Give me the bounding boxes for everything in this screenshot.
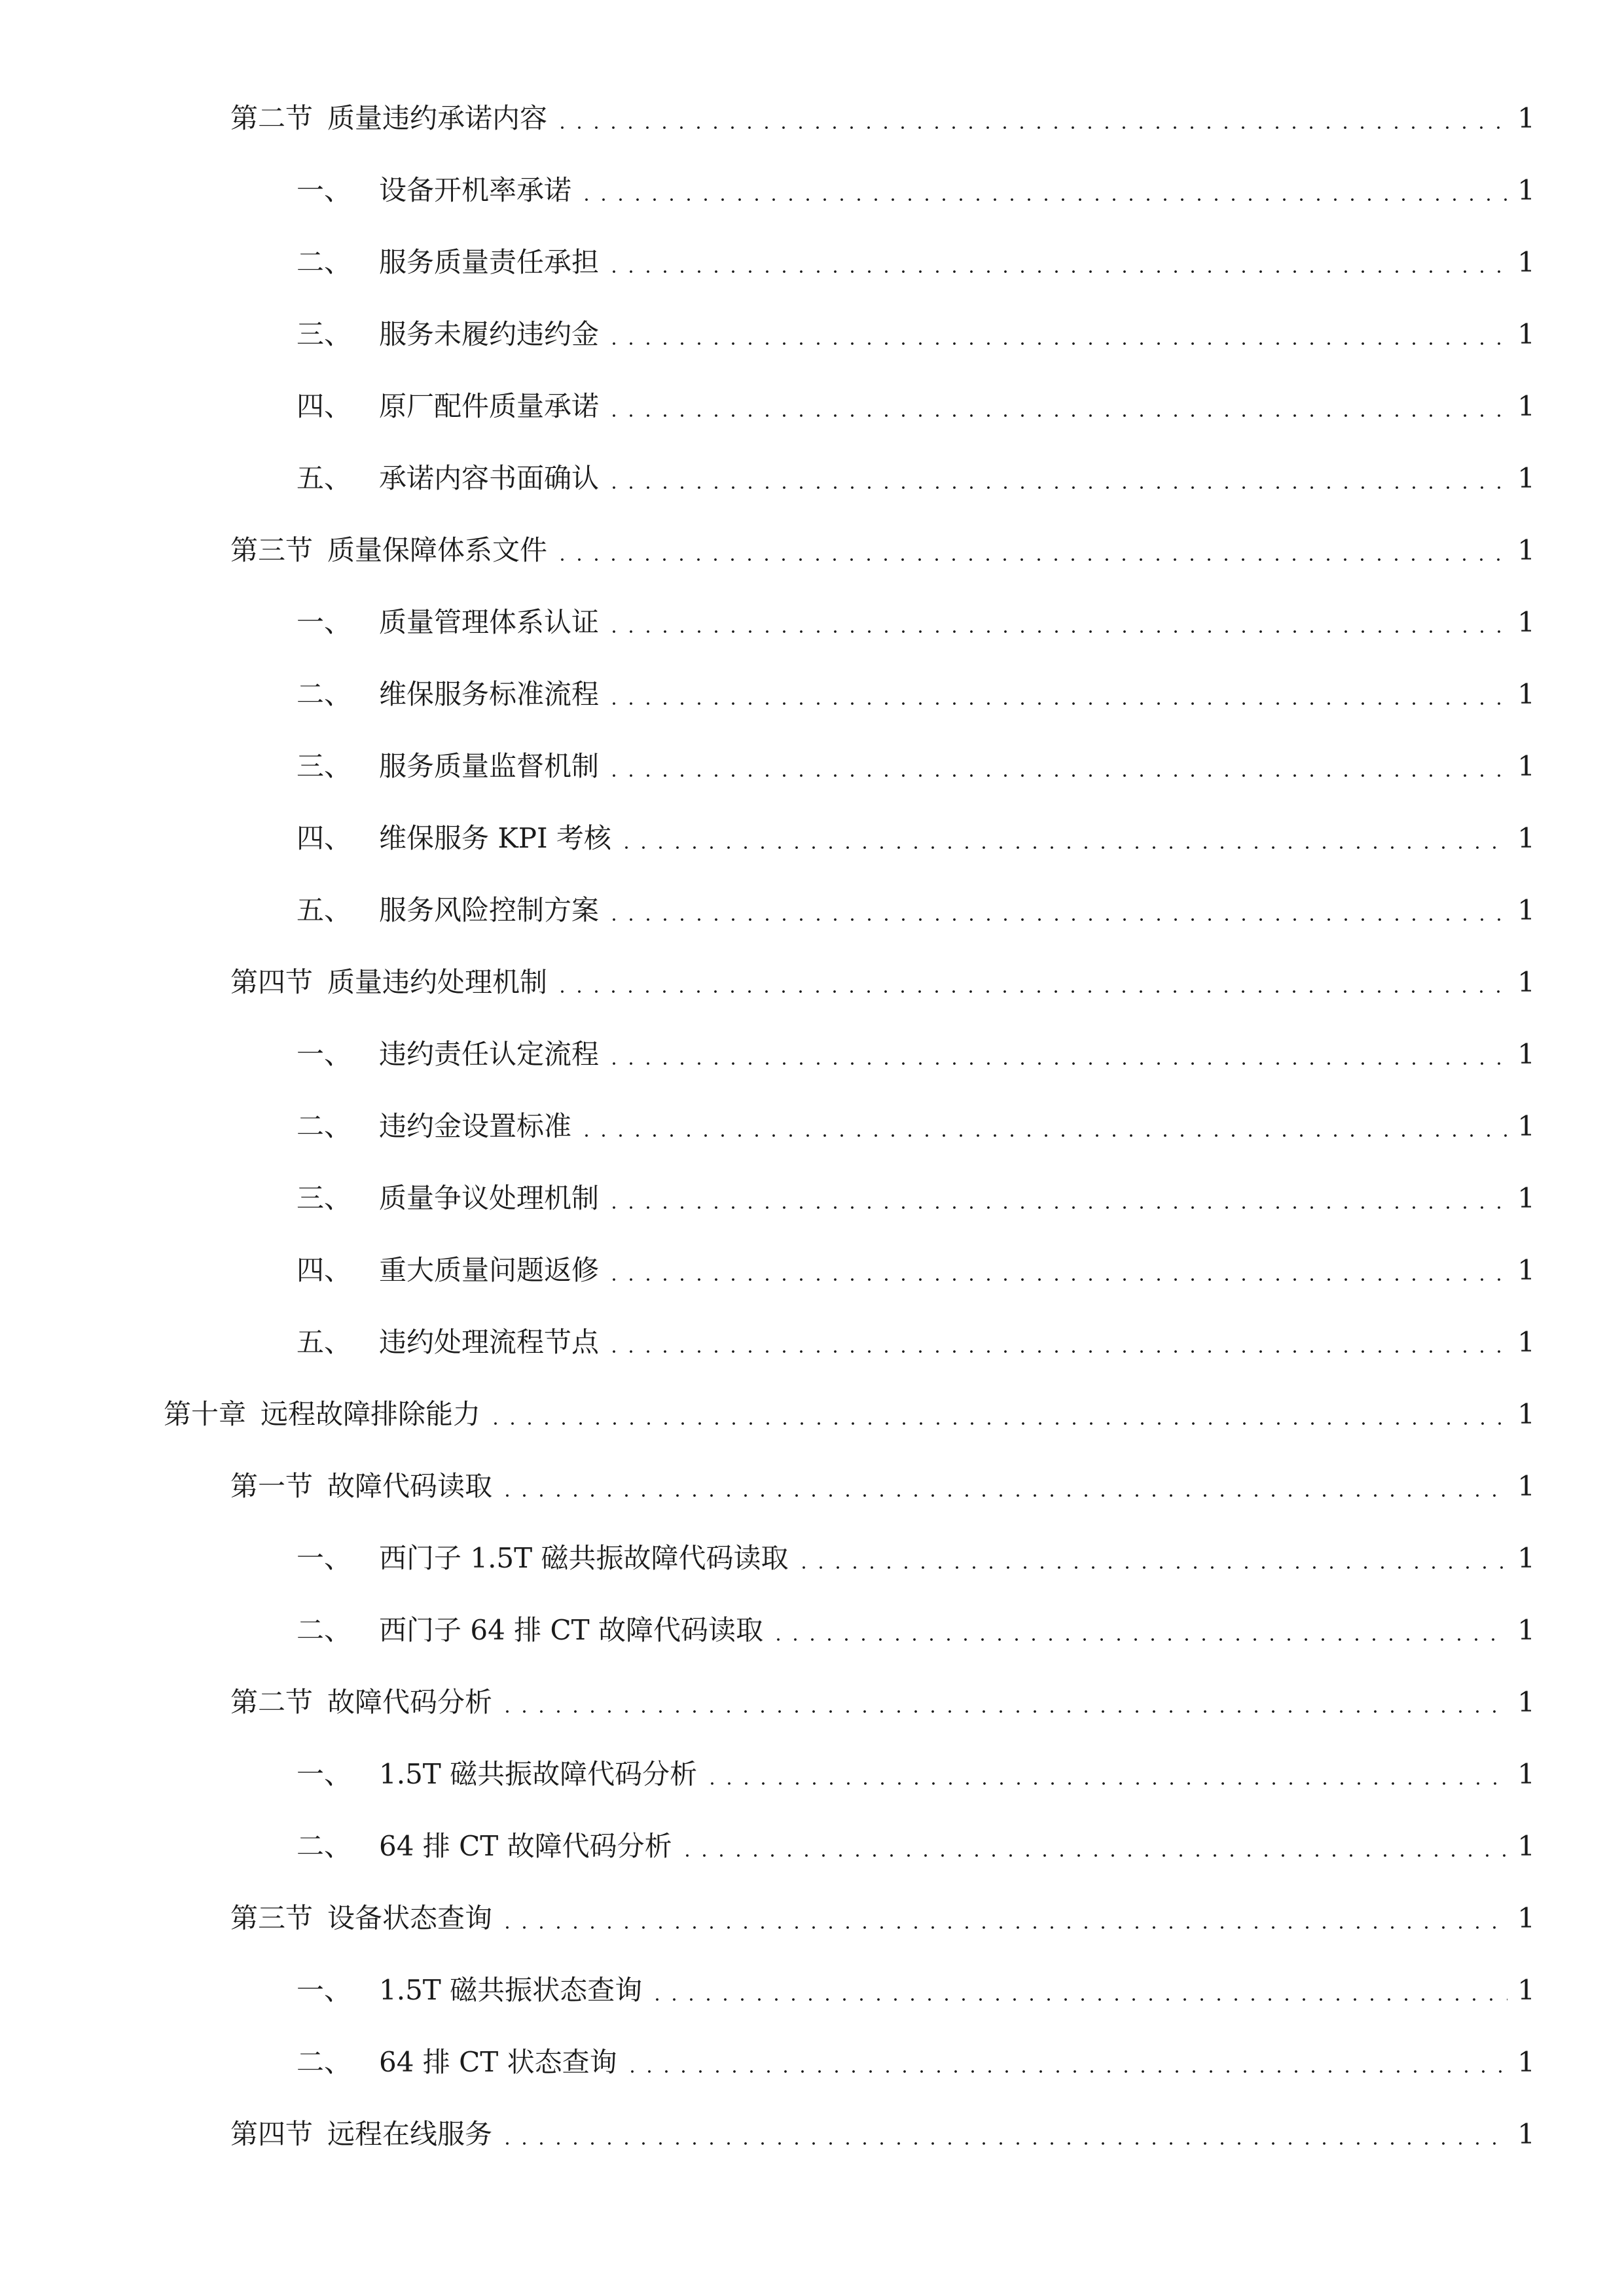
toc-page-number: 1 (1517, 1902, 1535, 1934)
toc-entry-number: 二、 (297, 1614, 352, 1646)
toc-entry-heading (164, 1398, 481, 1430)
toc-page-number: 1 (1517, 1830, 1535, 1862)
toc-dot-leader (679, 1833, 1507, 1860)
toc-dot-leader (554, 969, 1507, 996)
toc-entry-number: 二、 (297, 1830, 352, 1862)
toc-entry-title: 违约责任认定流程 (379, 1038, 600, 1070)
toc-entry-heading (297, 1830, 672, 1862)
toc-section-entry[interactable] (0, 82, 1624, 154)
toc-entry-heading (297, 750, 600, 782)
toc-entry-heading (297, 1182, 600, 1214)
toc-page-number: 1 (1517, 822, 1535, 854)
toc-dot-leader (624, 2049, 1507, 2076)
toc-entry-number: 四、 (297, 1254, 352, 1286)
toc-entry-title: 维保服务标准流程 (379, 678, 600, 710)
toc-entry-number: 五、 (297, 1326, 352, 1358)
toc-section-entry[interactable] (0, 1666, 1624, 1738)
toc-entry-title: 违约处理流程节点 (379, 1326, 600, 1358)
toc-entry-number: 四、 (297, 390, 352, 422)
toc-dot-leader (578, 1113, 1507, 1140)
toc-dot-leader (605, 609, 1507, 636)
toc-section-entry[interactable] (0, 946, 1624, 1018)
toc-entry-title: 远程故障排除能力 (261, 1398, 481, 1430)
toc-entry-number: 第四节 (230, 966, 314, 998)
toc-entry-heading (297, 1254, 600, 1286)
toc-entry-number: 第二节 (230, 1686, 314, 1718)
toc-entry-heading (297, 1974, 643, 2006)
toc-dot-leader (499, 1473, 1507, 1500)
toc-entry-number: 二、 (297, 1110, 352, 1142)
toc-page-number: 1 (1517, 1398, 1535, 1430)
toc-page-number: 1 (1517, 1974, 1535, 2006)
toc-dot-leader (605, 249, 1507, 276)
toc-page-number: 1 (1517, 1758, 1535, 1790)
toc-entry-heading (230, 966, 548, 998)
toc-entry-number: 三、 (297, 1182, 352, 1214)
toc-section-entry[interactable] (0, 1450, 1624, 1522)
toc-dot-leader (499, 2121, 1507, 2148)
toc-entry-title: 原厂配件质量承诺 (379, 390, 600, 422)
toc-entry-title: 西门子 64 排 CT 故障代码读取 (379, 1614, 763, 1646)
toc-page-number: 1 (1517, 462, 1535, 494)
toc-page-number: 1 (1517, 318, 1535, 350)
toc-entry-heading (297, 1614, 763, 1646)
toc-entry-title: 质量违约承诺内容 (327, 102, 548, 134)
toc-subsection-entry[interactable] (0, 802, 1624, 874)
toc-entry-number: 五、 (297, 462, 352, 494)
toc-entry-number: 第二节 (230, 102, 314, 134)
toc-entry-heading (230, 1902, 493, 1934)
toc-entry-number: 一、 (297, 1542, 352, 1574)
toc-dot-leader (618, 825, 1507, 852)
toc-dot-leader (554, 105, 1507, 132)
toc-subsection-entry[interactable] (0, 1234, 1624, 1306)
toc-entry-title: 服务质量责任承担 (379, 246, 600, 278)
toc-entry-title: 质量违约处理机制 (327, 966, 548, 998)
toc-page-number: 1 (1517, 1038, 1535, 1070)
toc-entry-number: 一、 (297, 606, 352, 638)
toc-entry-number: 一、 (297, 1974, 352, 2006)
toc-subsection-entry[interactable] (0, 1954, 1624, 2026)
toc-page-number: 1 (1517, 1326, 1535, 1358)
toc-entry-number: 第三节 (230, 1902, 314, 1934)
toc-entry-heading (297, 2046, 617, 2078)
toc-entry-heading (297, 606, 600, 638)
toc-entry-number: 第四节 (230, 2118, 314, 2150)
toc-dot-leader (605, 897, 1507, 924)
toc-subsection-entry[interactable] (0, 586, 1624, 658)
toc-entry-heading (297, 894, 600, 926)
toc-entry-title: 远程在线服务 (327, 2118, 493, 2150)
toc-section-entry[interactable] (0, 1882, 1624, 1954)
toc-entry-title: 服务风险控制方案 (379, 894, 600, 926)
toc-entry-title: 违约金设置标准 (379, 1110, 572, 1142)
toc-page-number: 1 (1517, 894, 1535, 926)
toc-dot-leader (499, 1905, 1507, 1932)
toc-subsection-entry[interactable] (0, 154, 1624, 226)
toc-entry-number: 五、 (297, 894, 352, 926)
toc-entry-title: 64 排 CT 故障代码分析 (379, 1830, 672, 1862)
toc-entry-heading (297, 1326, 600, 1358)
toc-dot-leader (605, 753, 1507, 780)
toc-dot-leader (770, 1617, 1507, 1644)
toc-page-number: 1 (1517, 2118, 1535, 2150)
toc-dot-leader (605, 465, 1507, 492)
toc-entry-heading (297, 318, 600, 350)
toc-entry-number: 三、 (297, 318, 352, 350)
toc-subsection-entry[interactable] (0, 874, 1624, 946)
toc-dot-leader (795, 1545, 1507, 1572)
toc-entry-title: 设备状态查询 (327, 1902, 493, 1934)
toc-subsection-entry[interactable] (0, 1522, 1624, 1594)
toc-entry-title: 服务质量监督机制 (379, 750, 600, 782)
toc-entry-number: 四、 (297, 822, 352, 854)
toc-subsection-entry[interactable] (0, 658, 1624, 730)
toc-entry-heading (297, 246, 600, 278)
toc-page-number: 1 (1517, 1110, 1535, 1142)
toc-entry-number: 第三节 (230, 534, 314, 566)
toc-page-number: 1 (1517, 678, 1535, 710)
toc-page-number: 1 (1517, 1470, 1535, 1502)
toc-entry-heading (297, 174, 572, 206)
toc-entry-number: 三、 (297, 750, 352, 782)
toc-subsection-entry[interactable] (0, 370, 1624, 442)
toc-dot-leader (605, 1257, 1507, 1284)
toc-dot-leader (605, 1041, 1507, 1068)
toc-dot-leader (554, 537, 1507, 564)
toc-page-number: 1 (1517, 1254, 1535, 1286)
toc-entry-title: 故障代码读取 (327, 1470, 493, 1502)
toc-entry-heading (297, 1038, 600, 1070)
toc-dot-leader (605, 393, 1507, 420)
toc-subsection-entry[interactable] (0, 442, 1624, 514)
toc-entry-title: 64 排 CT 状态查询 (379, 2046, 617, 2078)
table-of-contents (0, 82, 1624, 2170)
toc-entry-number: 第十章 (164, 1398, 247, 1430)
toc-page-number: 1 (1517, 246, 1535, 278)
toc-subsection-entry[interactable] (0, 1594, 1624, 1666)
toc-entry-title: 承诺内容书面确认 (379, 462, 600, 494)
toc-dot-leader (605, 1329, 1507, 1356)
toc-entry-title: 设备开机率承诺 (379, 174, 572, 206)
toc-dot-leader (487, 1401, 1507, 1428)
toc-entry-number: 二、 (297, 2046, 352, 2078)
toc-entry-heading (297, 1758, 698, 1790)
toc-entry-title: 1.5T 磁共振故障代码分析 (379, 1758, 698, 1790)
toc-page-number: 1 (1517, 102, 1535, 134)
toc-dot-leader (649, 1977, 1507, 2004)
toc-entry-heading (297, 1110, 572, 1142)
toc-page-number: 1 (1517, 534, 1535, 566)
toc-entry-heading (297, 462, 600, 494)
toc-page-number: 1 (1517, 1686, 1535, 1718)
toc-entry-heading (230, 1686, 493, 1718)
toc-entry-title: 质量管理体系认证 (379, 606, 600, 638)
toc-entry-title: 重大质量问题返修 (379, 1254, 600, 1286)
toc-subsection-entry[interactable] (0, 1090, 1624, 1162)
toc-entry-heading (297, 822, 611, 854)
toc-entry-title: 质量争议处理机制 (379, 1182, 600, 1214)
toc-page-number: 1 (1517, 2046, 1535, 2078)
toc-entry-heading (297, 1542, 789, 1574)
toc-page-number: 1 (1517, 1614, 1535, 1646)
toc-page-number: 1 (1517, 174, 1535, 206)
toc-subsection-entry[interactable] (0, 2026, 1624, 2098)
toc-page-number: 1 (1517, 606, 1535, 638)
toc-entry-title: 故障代码分析 (327, 1686, 493, 1718)
toc-subsection-entry[interactable] (0, 226, 1624, 298)
toc-subsection-entry[interactable] (0, 1738, 1624, 1810)
toc-subsection-entry[interactable] (0, 730, 1624, 802)
toc-dot-leader (499, 1689, 1507, 1716)
toc-page-number: 1 (1517, 1182, 1535, 1214)
toc-entry-number: 第一节 (230, 1470, 314, 1502)
toc-dot-leader (605, 321, 1507, 348)
toc-chapter-entry[interactable] (0, 1378, 1624, 1450)
toc-subsection-entry[interactable] (0, 1306, 1624, 1378)
toc-subsection-entry[interactable] (0, 1018, 1624, 1090)
toc-dot-leader (605, 681, 1507, 708)
toc-entry-heading (297, 678, 600, 710)
toc-page-number: 1 (1517, 750, 1535, 782)
toc-entry-number: 一、 (297, 174, 352, 206)
toc-dot-leader (605, 1185, 1507, 1212)
toc-subsection-entry[interactable] (0, 1162, 1624, 1234)
toc-entry-number: 二、 (297, 678, 352, 710)
toc-entry-number: 二、 (297, 246, 352, 278)
toc-entry-title: 维保服务 KPI 考核 (379, 822, 611, 854)
toc-entry-heading (230, 102, 548, 134)
toc-entry-title: 西门子 1.5T 磁共振故障代码读取 (379, 1542, 789, 1574)
toc-section-entry[interactable] (0, 514, 1624, 586)
toc-entry-heading (230, 2118, 493, 2150)
toc-page-number: 1 (1517, 1542, 1535, 1574)
toc-page-number: 1 (1517, 966, 1535, 998)
toc-dot-leader (704, 1761, 1507, 1788)
toc-entry-title: 服务未履约违约金 (379, 318, 600, 350)
toc-entry-heading (230, 534, 548, 566)
toc-entry-heading (297, 390, 600, 422)
toc-subsection-entry[interactable] (0, 1810, 1624, 1882)
toc-entry-heading (230, 1470, 493, 1502)
toc-entry-title: 1.5T 磁共振状态查询 (379, 1974, 643, 2006)
toc-dot-leader (578, 177, 1507, 204)
toc-entry-number: 一、 (297, 1758, 352, 1790)
toc-section-entry[interactable] (0, 2098, 1624, 2170)
toc-entry-number: 一、 (297, 1038, 352, 1070)
toc-entry-title: 质量保障体系文件 (327, 534, 548, 566)
toc-subsection-entry[interactable] (0, 298, 1624, 370)
toc-page-number: 1 (1517, 390, 1535, 422)
